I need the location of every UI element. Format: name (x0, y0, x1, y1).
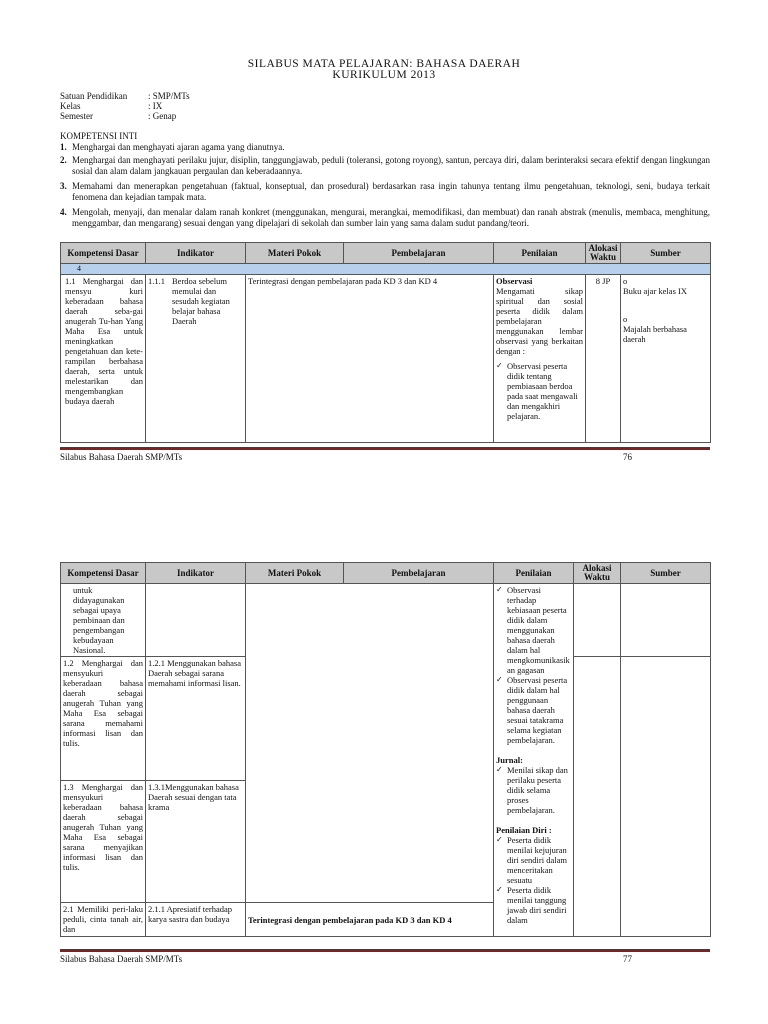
check-icon: ✓ (496, 675, 503, 684)
kd-cell: 1.2 Menghargai dan mensyukuri keberadaan bahasa daerah sebagai anugerah Tuhan yang Maha Esa sebagai sarana memahami informasi lisan dan tulis. (61, 657, 146, 781)
document-title: SILABUS MATA PELAJARAN: BAHASA DAERAH (247, 58, 521, 70)
check-icon: ✓ (496, 835, 503, 844)
ki-item: 1. Menghargai dan menghayati ajaran agama yang dianutnya. (60, 142, 285, 152)
alokasi-cell (574, 657, 621, 937)
meta-value: : IX (148, 101, 163, 111)
table-header-row (61, 563, 711, 584)
syllabus-table-page-77 (60, 562, 711, 937)
meta-value: : Genap (148, 111, 177, 121)
kd-cell: 2.1 Memiliki peri-laku peduli, cinta tanah air, dan (61, 903, 146, 937)
ki-item: 4. Mengolah, menyaji, dan menalar dalam ranah konkret (menggunakan, mengurai, merangkai, memodifikasi, dan membuat) dan ranah abstrak (menulis, membaca, menghitung, menggambar, dan mengarang) sesuai dengan yang dipelajari di sekolah dan sumber lain yang sama dalam sudut pandang/teori. (60, 207, 710, 228)
footer-divider (60, 949, 710, 952)
col-header: Indikator (146, 563, 246, 584)
sumber-cell: o Buku ajar kelas IX o Majalah berbahasa daerah (621, 275, 711, 443)
sumber-cell (621, 584, 711, 657)
indikator-cell: 1.3.1Menggunakan bahasa Daerah sesuai dengan tata krama (146, 781, 246, 903)
ki-item: 3. Memahami dan menerapkan pengetahuan (faktual, konseptual, dan prosedural) berdasarkan rasa ingin tahunya tentang ilmu pengetahuan, teknologi, seni, budaya terkait fenomena dan kejadian tampak mata. (60, 181, 710, 202)
indikator-cell: 1.2.1 Menggunakan bahasa Daerah sebagai sarana memahami informasi lisan. (146, 657, 246, 781)
col-header: Pembelajaran (344, 563, 494, 584)
indikator-cell (146, 584, 246, 657)
check-icon: ✓ (496, 361, 503, 370)
kd-cell: untuk didayagunakan sebagai upaya pembinaan dan pengembangan kebudayaan Nasional. (61, 584, 146, 657)
table-header-row (61, 243, 711, 264)
meta-value: : SMP/MTs (148, 91, 190, 101)
list-item: ✓ Observasi peserta didik dalam hal penggunaan bahasa daerah sesuai tatakrama selama kegiatan pembelajaran. (496, 675, 568, 745)
list-item: ✓ Menilai sikap dan perilaku peserta didik selama proses pembelajaran. (496, 765, 568, 815)
col-header: Alokasi Waktu (586, 243, 621, 264)
col-header: Materi Pokok (246, 243, 344, 264)
bullet-icon: o (623, 314, 628, 324)
col-header: Materi Pokok (246, 563, 344, 584)
document-subtitle: KURIKULUM 2013 (332, 69, 436, 81)
list-item: ✓ Observasi peserta didik tentang pembiasaan berdoa pada saat mengawali dan mengakhiri pelajaran. (496, 361, 578, 421)
ki-band-row (61, 264, 711, 275)
col-header: Sumber (621, 243, 711, 264)
meta-row (60, 111, 176, 121)
footer-divider (60, 447, 710, 450)
meta-row (60, 91, 190, 101)
page-footer: Silabus Bahasa Daerah SMP/MTs 76 (60, 452, 632, 462)
kd-cell: 1.1 Menghargai dan mensyu kuri keberadaan bahasa daerah seba-gai anugerah Tu-han Yang Maha Esa untuk meningkatkan pengetahuan dan ketе-rampilan berbahasa daerah, serta untuk melestarikan dan mengembangkan budaya daerah (61, 275, 146, 443)
col-header: Penilaian (494, 563, 574, 584)
materi-cell: Terintegrasi dengan pembelajaran pada KD 3 dan KD 4 (246, 903, 494, 937)
syllabus-table-page-76 (60, 242, 711, 443)
page-number: 76 (623, 452, 632, 462)
col-header: Sumber (621, 563, 711, 584)
kd-cell: 1.3 Menghargai dan mensyukuri keberadaan bahasa daerah sebagai anugerah Tuhan yang Maha Esa sebagai sarana menyajikan informasi lisan dan tulis. (61, 781, 146, 903)
col-header: Kompetensi Dasar (61, 243, 146, 264)
meta-label: Semester (60, 111, 93, 121)
penilaian-cell: Observasi Mengamati sikap spiritual dan sosial peserta didik dalam pembelajaran menggunakan lembar observasi yang berkaitan dengan : ✓ Observasi peserta didik tentang pembiasaan berdoa pada saat mengawali dan mengakhiri pelajaran. (494, 275, 586, 443)
col-header: Indikator (146, 243, 246, 264)
sumber-cell (621, 657, 711, 937)
alokasi-cell (574, 584, 621, 657)
list-item: ✓ Peserta didik menilai tanggung jawab diri sendiri dalam (496, 885, 567, 925)
meta-label: Satuan Pendidikan (60, 91, 128, 101)
col-header: Kompetensi Dasar (61, 563, 146, 584)
ki-heading: KOMPETENSI INTI (60, 131, 138, 141)
check-icon: ✓ (496, 885, 503, 894)
ki-item: 2. Menghargai dan menghayati perilaku jujur, disiplin, tanggungjawab, peduli (toleransi, gotong royong), santun, percaya diri, dalam berinteraksi secara efektif dengan lingkungan sosial dan alam dalam jangkauan pergaulan dan keberadaannya. (60, 155, 710, 176)
meta-label: Kelas (60, 101, 81, 111)
list-item: ✓ Observasi terhadap kebiasaan peserta didik dalam menggunakan bahasa daerah dalam hal mengkomunikasik an gagasan (496, 585, 570, 675)
materi-cell (246, 584, 494, 903)
table-row (61, 584, 711, 657)
ki-band: 4 (61, 264, 711, 275)
col-header: Penilaian (494, 243, 586, 264)
indikator-cell: 1.1.1 Berdoa sebelum memulai dan sesudah kegiatan belajar bahasa Daerah (146, 275, 246, 443)
col-header: Pembelajaran (344, 243, 494, 264)
penilaian-cell: ✓ Observasi terhadap kebiasaan peserta didik dalam menggunakan bahasa daerah dalam hal mengkomunikasik an gagasan ✓ Observasi peserta didik dalam hal penggunaan bahasa daerah sesuai tatakrama selama kegiatan pembelajaran. Jurnal: ✓ Menilai sikap dan perilaku peserta didik selama proses pembelajaran. Penilaian Diri : ✓ Peserta didik menilai kejujuran diri sendiri dalam menceritakan sesuatu ✓ Peserta didik menilai tanggung jawab diri sendiri dalam (494, 584, 574, 937)
page-footer: Silabus Bahasa Daerah SMP/MTs 77 (60, 954, 632, 964)
check-icon: ✓ (496, 765, 503, 774)
check-icon: ✓ (496, 585, 503, 594)
list-item: ✓ Peserta didik menilai kejujuran diri sendiri dalam menceritakan sesuatu (496, 835, 567, 885)
indikator-cell: 2.1.1 Apresiatif terhadap karya sastra dan budaya (146, 903, 246, 937)
materi-cell: Terintegrasi dengan pembelajaran pada KD 3 dan KD 4 (246, 275, 494, 443)
alokasi-cell: 8 JP (586, 275, 621, 443)
table-row (61, 275, 711, 443)
meta-row (60, 101, 162, 111)
page-number: 77 (623, 954, 632, 964)
bullet-icon: o (623, 276, 628, 286)
col-header: Alokasi Waktu (574, 563, 621, 584)
